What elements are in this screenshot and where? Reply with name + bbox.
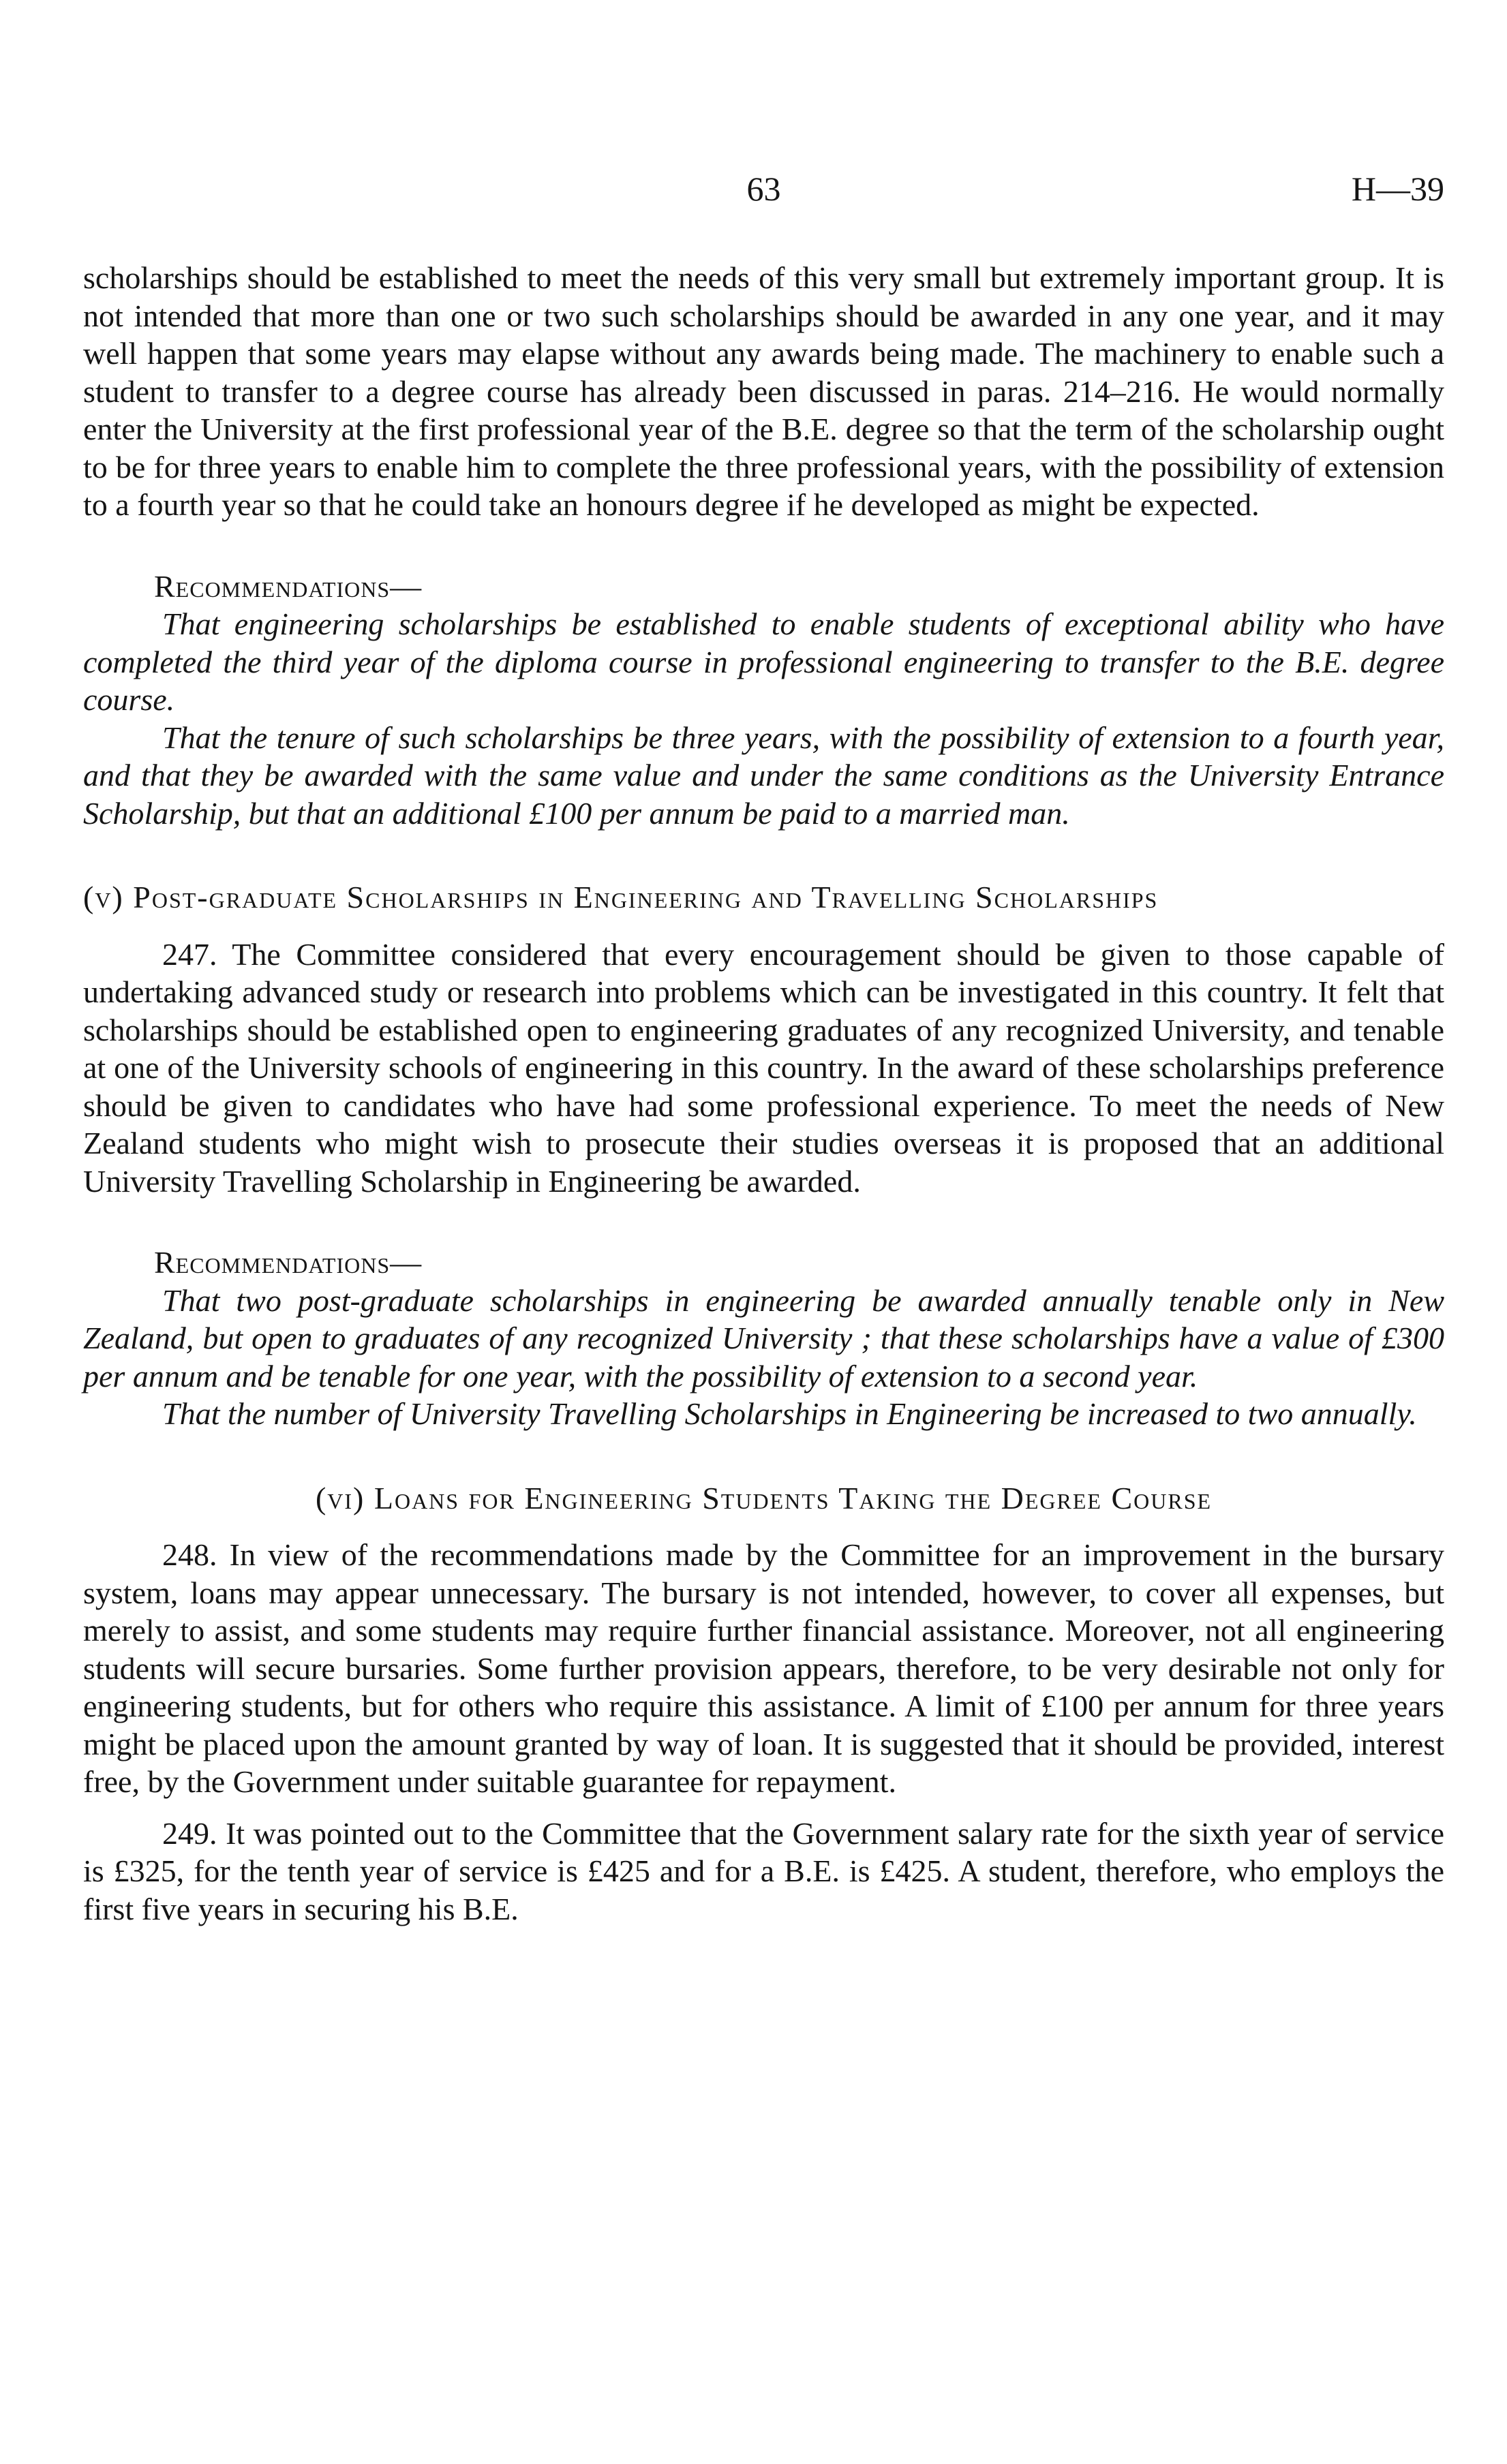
recommendation-item: That engineering scholarships be established to enable students of exceptional ability who have completed the third year of the diploma course in professional engineering to transfer to the B.E. degree course.	[83, 606, 1444, 717]
paragraph-247: 247. The Committee considered that every encouragement should be given to those capable of undertaking advanced study or research into problems which can be investigated in this country. It felt that scholarships should be established open to engineering graduates of any recognized University, and tenable at one of the University schools of engineering in this country. In the award of these scholarships preference should be given to candidates who have had some professional experience. To meet the needs of New Zealand students who might wish to prosecute their studies overseas it is proposed that an additional University Travelling Scholarship in Engineering be awarded.	[83, 936, 1444, 1199]
paragraph-248: 248. In view of the recommendations made by the Committee for an improvement in the bursary system, loans may appear unnecessary. The bursary is not intended, however, to cover all expenses, but merely to assist, and some students may require further financial assistance. Moreover, not all engineering students will secure bursaries. Some further provision appears, therefore, to be very desirable not only for engineering students, but for others who require this assistance. A limit of £100 per annum for three years might be placed upon the amount granted by way of loan. It is suggested that it should be provided, interest free, by the Government under suitable guarantee for repayment.	[83, 1537, 1444, 1799]
recommendation-item: That two post-graduate scholarships in engineering be awarded annually tenable only in New Zealand, but open to graduates of any recognized University ; that these scholarships have a value of £300 per annum and be tenable for one year, with the possibility of extension to a second year.	[83, 1282, 1444, 1393]
recommendation-item: That the tenure of such scholarships be three years, with the possibility of extension to a fourth year, and that they be awarded with the same value and under the same conditions as the University Entrance Scholarship, but that an additional £100 per annum be paid to a married man.	[83, 720, 1444, 831]
page-header	[83, 169, 1444, 217]
section-heading-postgraduate: (v) Post-graduate Scholarships in Engineering and Travelling Scholarships	[83, 880, 1159, 914]
document-reference: H—39	[1351, 170, 1444, 208]
page-body	[83, 259, 1444, 1928]
recommendations-heading: Recommendations—	[154, 568, 423, 604]
intro-paragraph: scholarships should be established to meet the needs of this very small but extremely important group. It is not intended that more than one or two such scholarships should be awarded in any one year, and it may well happen that some years may elapse without any awards being made. The machinery to enable such a student to transfer to a degree course has already been discussed in paras. 214–216. He would normally enter the University at the first professional year of the B.E. degree so that the term of the scholarship ought to be for three years to enable him to complete the three professional years, with the possibility of extension to a fourth year so that he could take an honours degree if he developed as might be expected.	[83, 260, 1444, 522]
paragraph-249: 249. It was pointed out to the Committee that the Government salary rate for the sixth year of service is £325, for the tenth year of service is £425 and for a B.E. is £425. A student, therefore, who employs the first five years in securing his B.E.	[83, 1815, 1444, 1926]
section-heading-loans: (vi) Loans for Engineering Students Taking the Degree Course	[315, 1480, 1213, 1515]
page-number: 63	[746, 170, 781, 208]
recommendation-item: That the number of University Travelling Scholarships in Engineering be increased to two annually.	[162, 1396, 1417, 1431]
recommendations-heading: Recommendations—	[154, 1245, 423, 1280]
